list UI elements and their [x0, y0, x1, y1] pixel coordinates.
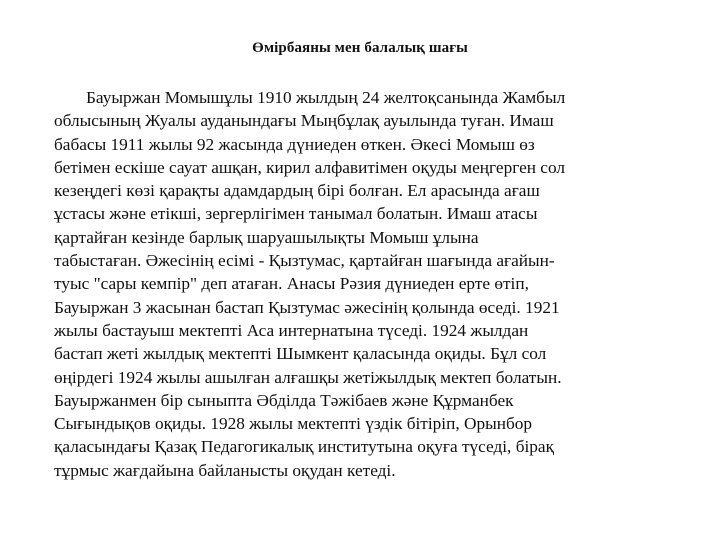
paragraph-line: облысының Жуалы ауданындағы Мыңбұлақ ауылында туған. Имаш: [54, 111, 554, 131]
paragraph-line: қартайған кезінде барлық шаруашылықты Момыш ұлына: [54, 227, 479, 247]
paragraph-line: бабасы 1911 жылы 92 жасында дүниеден өткен. Әкесі Момыш өз: [54, 134, 535, 154]
paragraph-line: жылы бастауыш мектепті Аса интернатына түседі. 1924 жылдан: [54, 320, 529, 340]
paragraph-line: Бауыржан Момышұлы 1910 жылдың 24 желтоқсанында Жамбыл: [86, 88, 566, 107]
paragraph-line: бетімен ескіше сауат ашқан, кирил алфавитімен оқуды меңгерген сол: [54, 157, 566, 177]
paragraph-line: ұстасы және етікші, зергерлігімен танымал болатын. Имаш атасы: [54, 204, 538, 224]
paragraph-line: қаласындағы Қазақ Педагогикалық институтына оқуға түседі, бірақ: [54, 437, 554, 457]
body-paragraph: [54, 86, 694, 482]
document-title: Өмірбаяны мен балалық шағы: [252, 40, 468, 56]
paragraph-line: Бауыржан 3 жасынан бастап Қызтумас әжесінің қолында өседі. 1921: [54, 297, 560, 317]
paragraph-line: кезеңдегі көзі қарақты адамдардың бірі болған. Ел арасында ағаш: [54, 181, 540, 201]
paragraph-line: өңірдегі 1924 жылы ашылған алғашқы жетіжылдық мектеп болатын.: [54, 367, 562, 387]
paragraph-line: тұрмыс жағдайына байланысты оқудан кетеді.: [54, 460, 396, 480]
paragraph-line: табыстаған. Әжесінің есімі - Қызтумас, қартайған шағында ағайын-: [54, 251, 555, 271]
paragraph-line: туыс "сары кемпір" деп атаған. Анасы Рәзия дүниеден ерте өтіп,: [54, 274, 529, 294]
paragraph-line: бастап жеті жылдық мектепті Шымкент қаласында оқиды. Бұл сол: [54, 344, 547, 364]
paragraph-line: Сығындықов оқиды. 1928 жылы мектепті үздік бітіріп, Орынбор: [54, 414, 533, 434]
paragraph-line: Бауыржанмен бір сыныпта Әбділда Тәжібаев және Құрманбек: [54, 390, 514, 410]
